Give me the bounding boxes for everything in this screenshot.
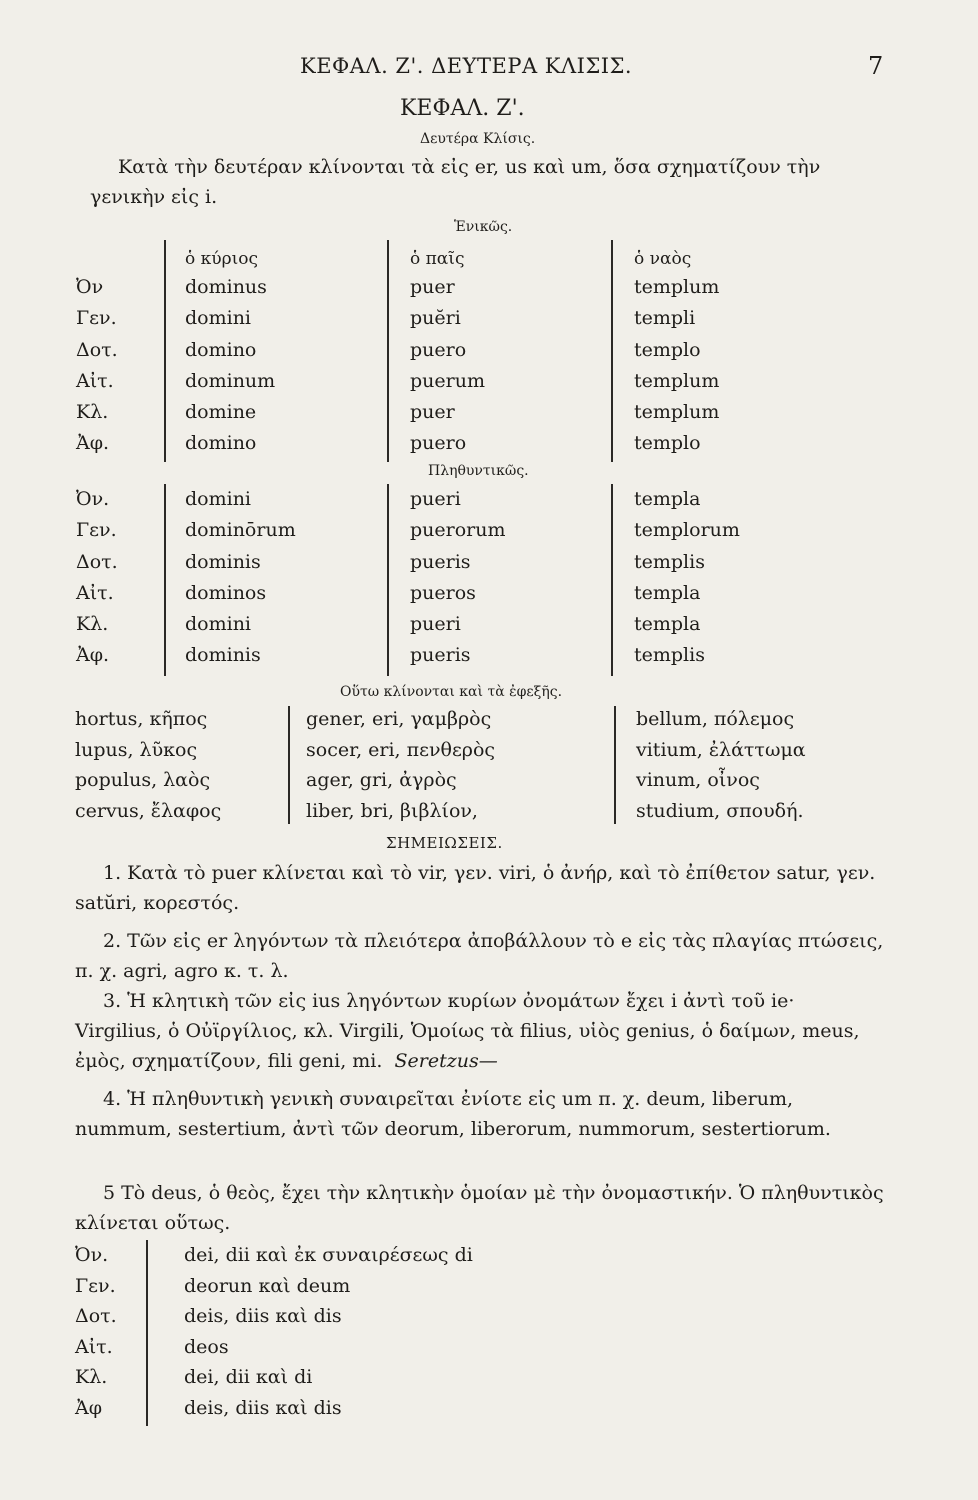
example-item: vinum, οἶνος: [636, 769, 760, 791]
rule-plural-1: [164, 484, 166, 676]
case-label: Ὀν.: [75, 1244, 109, 1266]
form: domini: [185, 613, 252, 636]
note-5: 5 Τὸ deus, ὁ θεὸς, ἔχει τὴν κλητικὴν ὁμοίαν μὲ τὴν ὀνομαστικήν. Ὁ πληθυντικὸς κλίνεται οὕτως.: [75, 1182, 884, 1234]
singular-label: Ἑνικῶς.: [454, 219, 513, 235]
case-label: Δοτ.: [76, 338, 118, 361]
example-item: gener, eri, γαμβρὸς: [306, 708, 492, 730]
examples-col-1: [75, 704, 221, 826]
header-kyrios: ὁ κύριος: [185, 249, 259, 269]
deus-forms: [184, 1240, 473, 1423]
form: dominis: [185, 550, 261, 573]
rule-plural-3: [611, 484, 613, 676]
case-label: Ἀφ.: [76, 432, 110, 455]
case-label: Γεν.: [76, 307, 117, 330]
form: templa: [634, 488, 701, 510]
singular-puer-column: [410, 272, 485, 460]
form: dominum: [185, 369, 276, 392]
example-item: vitium, ἐλάττωμα: [636, 738, 806, 761]
form: pueris: [410, 644, 471, 667]
plural-cases: [76, 484, 118, 672]
form: domini: [185, 307, 252, 330]
intro-paragraph: Κατὰ τὴν δευτέραν κλίνονται τὰ εἰς er, us καὶ um, ὅσα σχηματίζουν τὴν γενικὴν εἰς i.: [90, 156, 821, 208]
plural-puer-column: [410, 484, 506, 672]
form: templum: [634, 276, 720, 298]
form: domino: [185, 432, 257, 455]
form: templis: [634, 550, 705, 573]
form: templa: [634, 581, 701, 604]
header-naos: ὁ ναὸς: [634, 249, 692, 269]
case-label: Ἀφ: [75, 1396, 103, 1419]
rule-singular-1: [164, 240, 166, 462]
note-1: 1. Κατὰ τὸ puer κλίνεται καὶ τὸ vir, γεν. viri, ὁ ἀνήρ, καὶ τὸ ἐπίθετον satur, γεν. satŭri, κορεστός.: [75, 862, 876, 914]
case-label: Αἰτ.: [75, 1335, 113, 1358]
singular-dominus-column: [185, 272, 275, 460]
singular-templum-column: [634, 272, 719, 460]
case-label: Ἀφ.: [76, 644, 110, 667]
form: puer: [410, 401, 455, 424]
form: pueri: [410, 488, 461, 510]
case-label: Γεν.: [76, 519, 117, 542]
example-item: liber, bri, βιβλίον,: [306, 799, 478, 822]
form: templa: [634, 613, 701, 636]
form: templo: [634, 432, 701, 455]
case-label: Γεν.: [75, 1274, 116, 1297]
form: templum: [634, 369, 720, 392]
rule-deus: [146, 1240, 148, 1426]
plural-label: Πληθυντικῶς.: [428, 463, 529, 479]
form: templo: [634, 338, 701, 361]
singular-cases: [76, 272, 118, 460]
form: templis: [634, 644, 705, 667]
form: dominos: [185, 581, 267, 604]
form: domine: [185, 401, 257, 424]
header-pais: ὁ παῖς: [410, 249, 465, 269]
rule-singular-2: [387, 240, 389, 462]
example-item: studium, σπουδή.: [636, 799, 804, 822]
running-head: ΚΕΦΑΛ. Ζ'. ΔΕΥΤΕΡΑ ΚΛΙΣΙΣ.: [300, 54, 633, 78]
note-3-text: 3. Ἡ κλητικὴ τῶν εἰς ius ληγόντων κυρίων ὀνομάτων ἔχει i ἀντὶ τοῦ ie· Virgilius, ὁ Οὐϊργίλιος, κλ. Virgili, Ὁμοίως τὰ filius, υἱὸς genius, ὁ δαίμων, meus, ἐμὸς, σχηματίζουν, fili geni, mi.: [75, 990, 860, 1072]
example-item: cervus, ἔλαφος: [75, 799, 222, 822]
chapter-title: ΚΕΦΑΛ. Ζ'.: [400, 96, 525, 121]
example-item: socer, eri, πενθερὸς: [306, 738, 496, 761]
case-label: Δοτ.: [75, 1305, 117, 1327]
examples-label: Οὕτω κλίνονται καὶ τὰ ἐφεξῆς.: [340, 684, 563, 700]
example-item: hortus, κῆπος: [75, 708, 208, 730]
case-label: Κλ.: [76, 401, 109, 424]
note-4: 4. Ἡ πληθυντικὴ γενικὴ συναιρεῖται ἐνίοτε εἰς um π. χ. deum, liberum, nummum, sestertium, ἀντὶ τῶν deorum, liberorum, nummorum, sestertiorum.: [75, 1088, 831, 1140]
form: domini: [185, 488, 252, 510]
form: puerorum: [410, 519, 506, 542]
note-2: 2. Τῶν εἰς er ληγόντων τὰ πλειότερα ἀποβάλλουν τὸ e εἰς τὰς πλαγίας πτώσεις, π. χ. agri, agro κ. τ. λ.: [75, 930, 884, 982]
deus-form: deis, diis καὶ dis: [184, 1305, 342, 1327]
deus-form: deos: [184, 1335, 229, 1358]
section-subtitle: Δευτέρα Κλίσις.: [420, 131, 536, 147]
form: puero: [410, 432, 467, 455]
deus-form: dei, dii καὶ di: [184, 1366, 313, 1388]
form: puer: [410, 276, 455, 298]
case-label: Ὀν: [76, 276, 104, 298]
example-item: bellum, πόλεμος: [636, 708, 795, 730]
deus-form: dei, dii καὶ ἐκ συναιρέσεως di: [184, 1244, 473, 1266]
examples-col-2: [306, 704, 495, 826]
rule-examples-2: [614, 706, 616, 824]
form: pueri: [410, 613, 461, 636]
rule-singular-3: [611, 240, 613, 462]
case-label: Ὀν.: [76, 488, 110, 510]
form: dominus: [185, 276, 267, 298]
rule-plural-2: [387, 484, 389, 676]
page-number: 7: [868, 52, 884, 80]
case-label: Κλ.: [75, 1366, 108, 1388]
example-item: ager, gri, ἀγρὸς: [306, 769, 457, 791]
case-label: Δοτ.: [76, 550, 118, 573]
form: dominis: [185, 644, 261, 667]
example-item: lupus, λῦκος: [75, 738, 198, 761]
rule-examples-1: [288, 706, 290, 824]
form: domino: [185, 338, 257, 361]
note-3: [75, 986, 885, 1076]
form: templi: [634, 307, 696, 330]
form: dominōrum: [185, 519, 296, 542]
plural-dominus-column: [185, 484, 296, 672]
form: puerum: [410, 369, 485, 392]
form: pueris: [410, 550, 471, 573]
case-label: Αἰτ.: [76, 369, 114, 392]
case-label: Αἰτ.: [76, 581, 114, 604]
case-label: Κλ.: [76, 613, 109, 636]
example-item: populus, λαὸς: [75, 769, 211, 791]
form: puĕri: [410, 307, 461, 330]
form: pueros: [410, 581, 476, 604]
form: templum: [634, 401, 720, 424]
examples-col-3: [636, 704, 806, 826]
deus-form: deis, diis καὶ dis: [184, 1396, 342, 1419]
notes-title: ΣΗΜΕΙΩΣΕΙΣ.: [386, 834, 503, 852]
plural-templum-column: [634, 484, 740, 672]
form: puero: [410, 338, 467, 361]
handwritten-annotation: Seretzus—: [394, 1050, 498, 1072]
deus-form: deorun καὶ deum: [184, 1274, 351, 1297]
deus-cases: [75, 1240, 117, 1423]
form: templorum: [634, 519, 740, 542]
